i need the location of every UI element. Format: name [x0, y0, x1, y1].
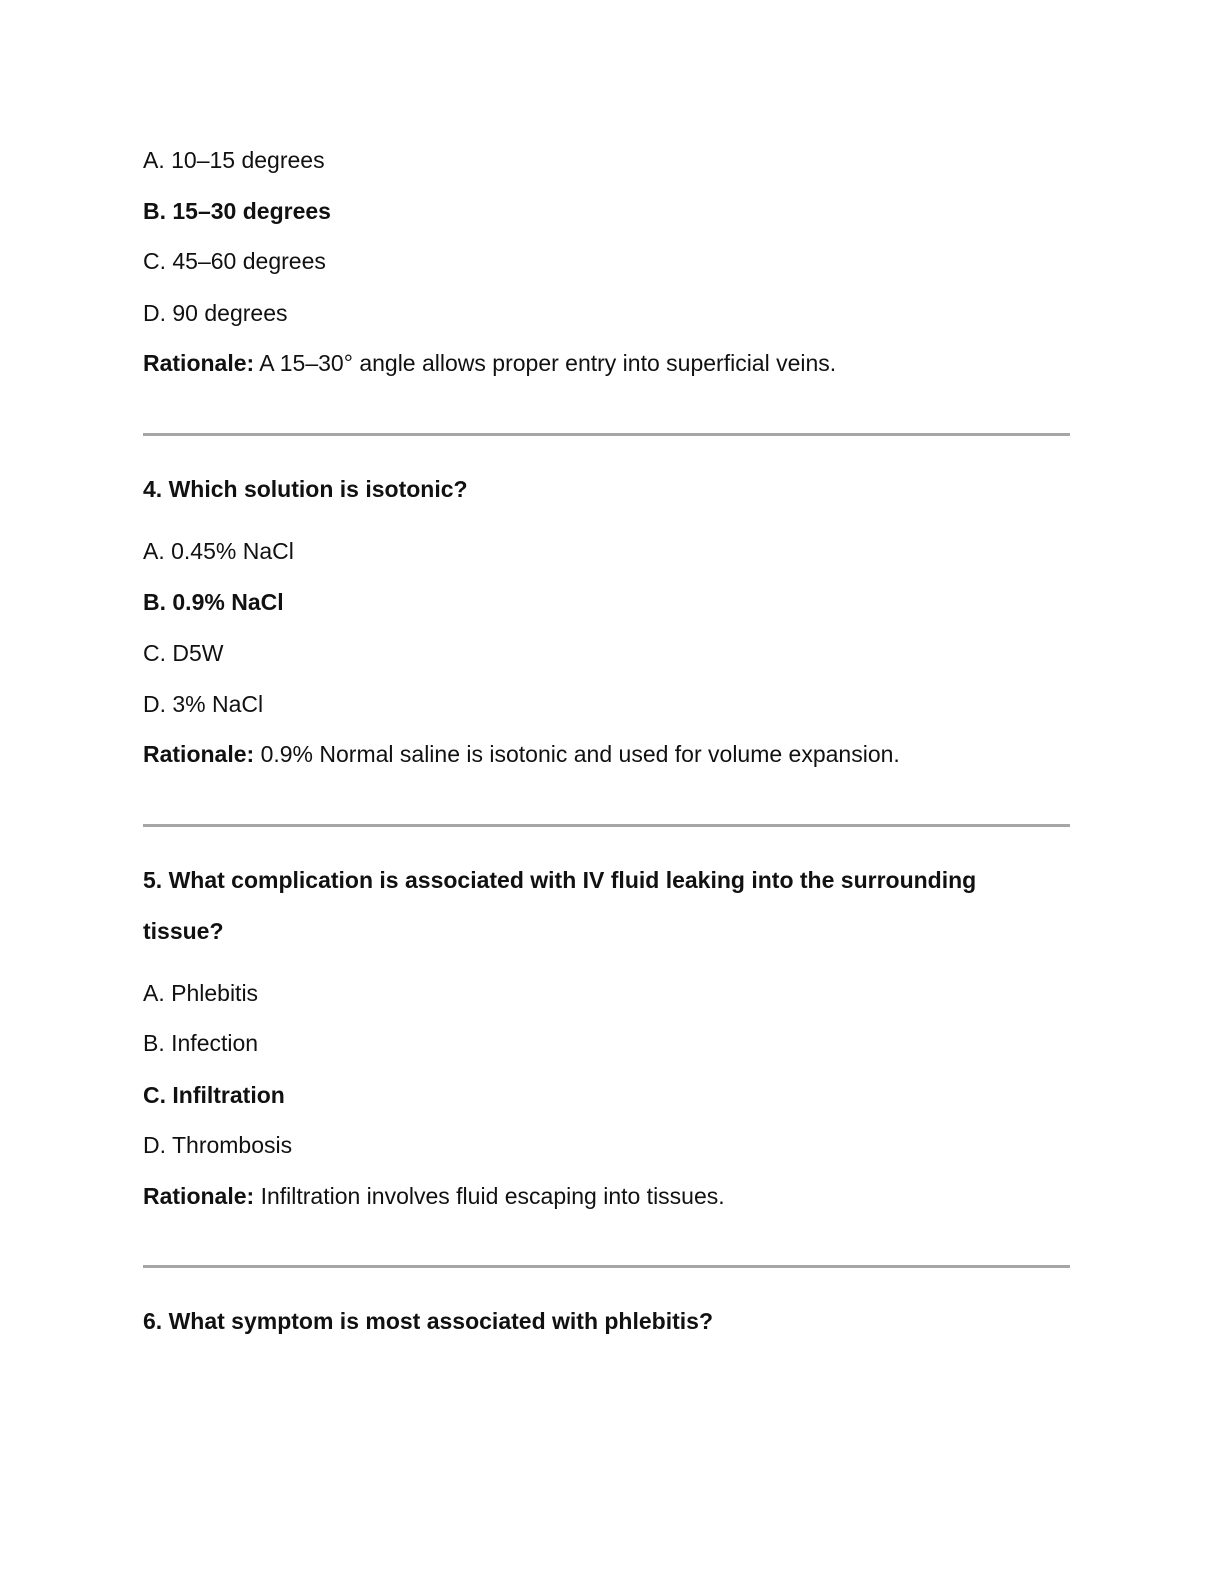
q3-rationale-text: A 15–30° angle allows proper entry into superficial veins.	[254, 350, 837, 376]
q5-option-c: C. Infiltration	[143, 1082, 285, 1108]
q3-rationale-label: Rationale:	[143, 350, 255, 376]
divider-2	[143, 824, 1070, 827]
divider-1	[143, 433, 1070, 436]
divider-3	[143, 1265, 1070, 1268]
q4-option-b: B. 0.9% NaCl	[143, 589, 284, 615]
q3-option-a: A. 10–15 degrees	[143, 147, 325, 173]
q5-option-a: A. Phlebitis	[143, 980, 259, 1006]
q5-rationale	[143, 1181, 1073, 1211]
q4-rationale	[143, 739, 1073, 769]
q3-option-d: D. 90 degrees	[143, 300, 288, 326]
q3-option-c: C. 45–60 degrees	[143, 248, 326, 274]
q5-rationale-label: Rationale:	[143, 1183, 255, 1209]
q4-option-a: A. 0.45% NaCl	[143, 538, 294, 564]
q5-title: 5. What complication is associated with IV fluid leaking into the surrounding tissue?	[143, 867, 977, 944]
q3-rationale	[143, 348, 1073, 378]
q6-title: 6. What symptom is most associated with phlebitis?	[143, 1308, 713, 1334]
q5-option-b: B. Infection	[143, 1030, 259, 1056]
q4-rationale-label: Rationale:	[143, 741, 255, 767]
q4-rationale-text: 0.9% Normal saline is isotonic and used for volume expansion.	[254, 741, 900, 767]
q4-title: 4. Which solution is isotonic?	[143, 476, 468, 502]
q5-rationale-text: Infiltration involves fluid escaping into tissues.	[254, 1183, 725, 1209]
q3-option-b: B. 15–30 degrees	[143, 198, 331, 224]
q5-option-d: D. Thrombosis	[143, 1132, 293, 1158]
q4-option-d: D. 3% NaCl	[143, 691, 264, 717]
q4-option-c: C. D5W	[143, 640, 224, 666]
